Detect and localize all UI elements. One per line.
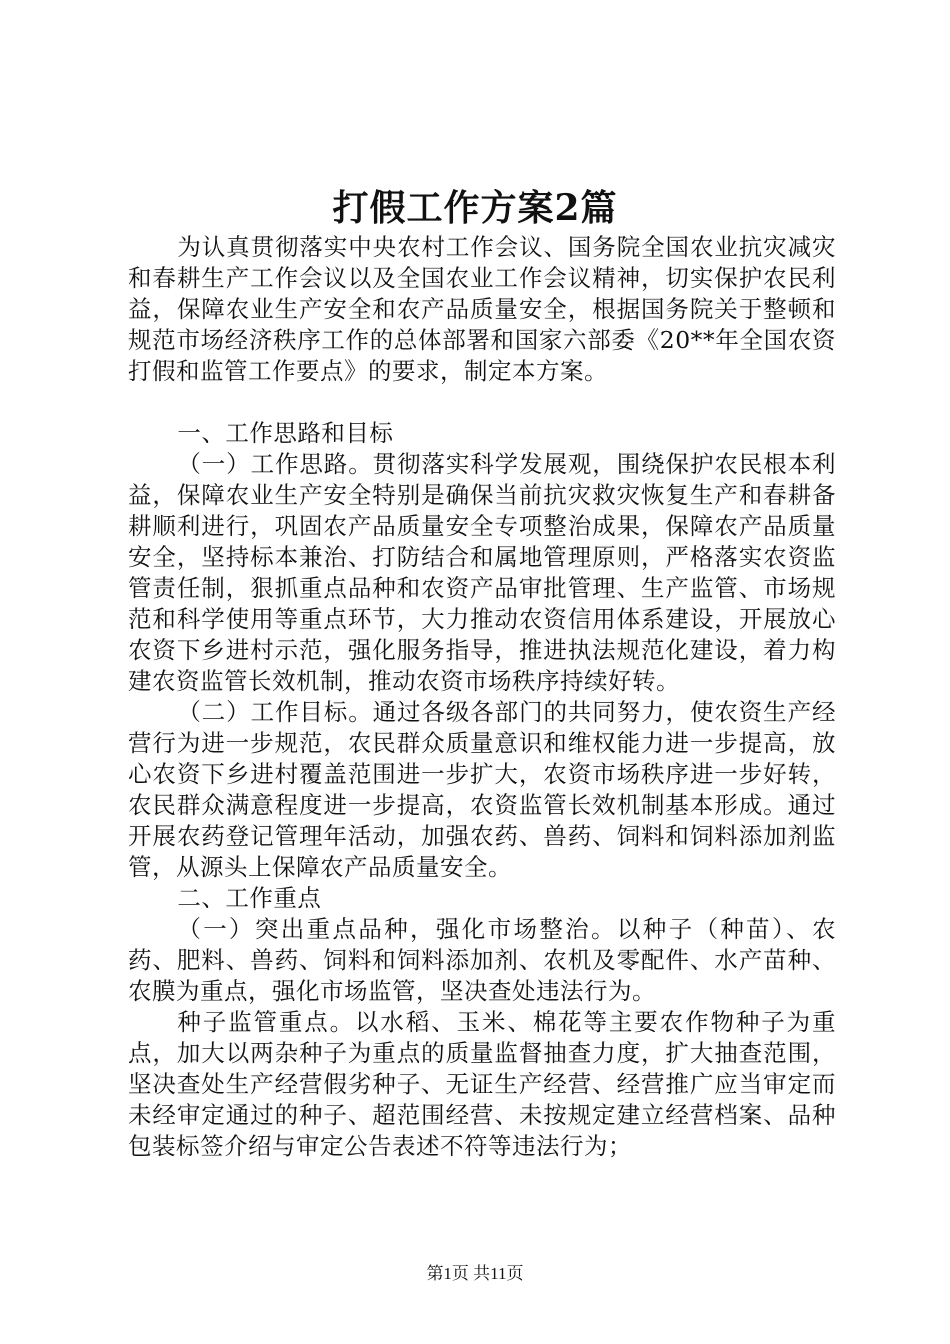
paragraph-work-goals: （二）工作目标。通过各级各部门的共同努力，使农资生产经营行为进一步规范，农民群众质量意识和维权能力进一步提高，放心农资下乡进村覆盖范围进一步扩大，农资市场秩序进一步好转，农民群众满意程度进一步提高，农资监管长效机制基本形成。通过开展农药登记管理年活动，加强农药、兽药、饲料和饲料添加剂监管，从源头上保障农产品质量安全。: [128, 698, 836, 881]
section-heading-2: 二、工作重点: [177, 884, 322, 912]
document-body: [128, 232, 836, 1162]
paragraph-spacer: [128, 387, 836, 418]
paragraph-work-approach: （一）工作思路。贯彻落实科学发展观，围绕保护农民根本利益，保障农业生产安全特别是确保当前抗灾救灾恢复生产和春耕备耕顺利进行，巩固农产品质量安全专项整治成果，保障农产品质量安全，坚持标本兼治、打防结合和属地管理原则，严格落实农资监管责任制，狠抓重点品种和农资产品审批管理、生产监管、市场规范和科学使用等重点环节，大力推动农资信用体系建设，开展放心农资下乡进村示范，强化服务指导，推进执法规范化建设，着力构建农资监管长效机制，推动农资市场秩序持续好转。: [128, 450, 836, 695]
page-footer: 第1页 共11页: [426, 1264, 524, 1283]
document-title: 打假工作方案2篇: [332, 187, 618, 229]
section-heading-1: 一、工作思路和目标: [177, 419, 394, 447]
intro-paragraph: 为认真贯彻落实中央农村工作会议、国务院全国农业抗灾减灾和春耕生产工作会议以及全国农业工作会议精神，切实保护农民利益，保障农业生产安全和农产品质量安全，根据国务院关于整顿和规范市场经济秩序工作的总体部署和国家六部委《20**年全国农资打假和监管工作要点》的要求，制定本方案。: [128, 233, 836, 385]
paragraph-key-products: （一）突出重点品种，强化市场整治。以种子（种苗）、农药、肥料、兽药、饲料和饲料添加剂、农机及零配件、水产苗种、农膜为重点，强化市场监管，坚决查处违法行为。: [128, 915, 836, 1005]
paragraph-seed-supervision: 种子监管重点。以水稻、玉米、棉花等主要农作物种子为重点，加大以两杂种子为重点的质量监督抽查力度，扩大抽查范围，坚决查处生产经营假劣种子、无证生产经营、经营推广应当审定而未经审定通过的种子、超范围经营、未按规定建立经营档案、品种包装标签介绍与审定公告表述不符等违法行为；: [128, 1008, 836, 1160]
